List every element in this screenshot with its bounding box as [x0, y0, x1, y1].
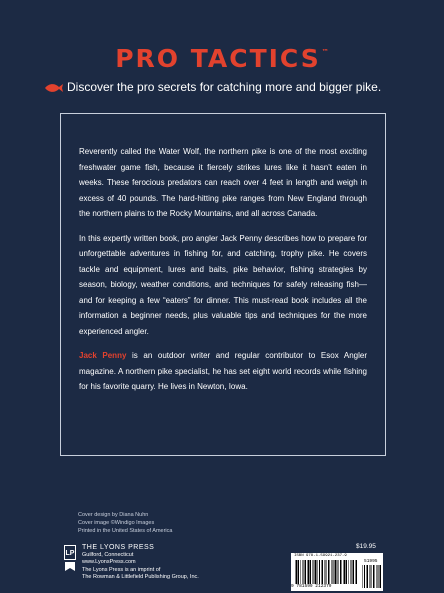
- publisher-imprint-1: The Lyons Press is an imprint of: [82, 566, 161, 573]
- barcode-main-digits: 9 781599 212379: [291, 584, 332, 589]
- isbn-barcode: [291, 553, 383, 591]
- series-title-text: PRO TACTICS: [115, 44, 321, 73]
- author-bio: [79, 348, 367, 395]
- author-name: Jack Penny: [79, 351, 127, 360]
- description-paragraph-2: In this expertly written book, pro angler Jack Penny describes how to prepare for unforgettable adventures in fishing for, and catching, trophy pike. He covers tackle and equipment, lures and baits, pike behavior, fishing strategies by season, biology, weather conditions, and techniques for safely releasing fish—and for keeping a few “eaters” for dinner. This must-read book includes all the information a beginner needs, plus valuable tips and techniques for the more experienced angler.: [79, 233, 367, 336]
- svg-text:LP: LP: [65, 550, 75, 557]
- publisher-name: THE LYONS PRESS: [82, 544, 155, 551]
- cover-credits: [78, 511, 172, 535]
- barcode-addon-digits: 51995: [364, 559, 378, 564]
- tagline-text: Discover the pro secrets for catching more and bigger pike.: [67, 80, 382, 94]
- credit-printed: Printed in the United States of America: [78, 528, 173, 534]
- publisher-city: Guilford, Connecticut: [82, 551, 134, 558]
- description-panel: [60, 113, 386, 456]
- publisher-imprint-2: The Rowman & Littlefield Publishing Group, Inc.: [82, 574, 199, 580]
- credit-image: Cover image ©Windigo Images: [78, 520, 155, 526]
- lyons-press-logo: [64, 545, 76, 573]
- series-title: [0, 44, 444, 73]
- tagline: [44, 80, 434, 94]
- publisher-url: www.LyonsPress.com: [82, 559, 136, 565]
- trademark-symbol: ™: [321, 48, 329, 56]
- author-bio-text: is an outdoor writer and regular contributor to Esox Angler magazine. A northern pike specialist, he has set eight world records while fishing for his favorite quarry. He lives in Newton, Iowa.: [79, 351, 368, 391]
- price-label: $19.95: [356, 543, 376, 550]
- isbn-text: ISBN 978-1-59921-237-9: [294, 554, 347, 558]
- fish-icon: [44, 83, 64, 93]
- credit-design: Cover design by Diana Nuhn: [78, 512, 149, 518]
- publisher-info: [82, 544, 199, 582]
- description-paragraph-1: Reverently called the Water Wolf, the northern pike is one of the most exciting freshwater game fish, because it fiercely strikes lures like it hasn't eaten in weeks. These ferocious predators can reach over 4 feet in length and weigh in excess of 40 pounds. The hard-hitting pike ranges from New England through the northern plains to the Rocky Mountains, and all across Canada.: [79, 147, 367, 218]
